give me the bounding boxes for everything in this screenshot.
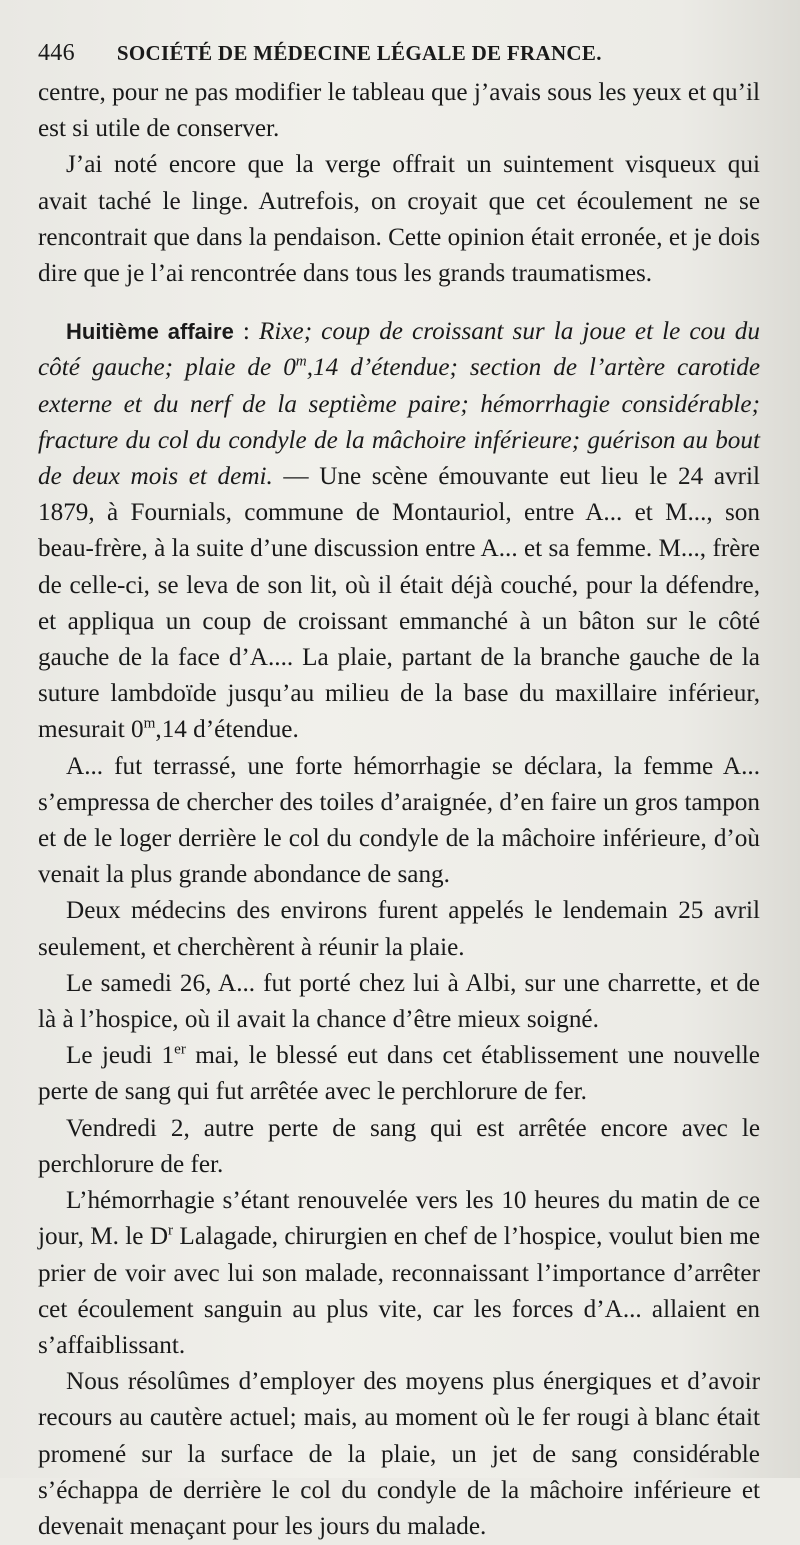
doctor-abbrev: r <box>168 1222 174 1239</box>
page-header <box>38 40 760 67</box>
paragraph-hemorrhage: A... fut terrassé, une forte hémorrhagie se déclara, la femme A... s’empressa de chercher des toiles d’araignée, d’en faire un gros tampon et de le loger derrière le col du condyle de la mâchoire inférieure, d’où venait la plus grande abondance de sang. <box>38 752 760 889</box>
case-summary-part-b: ,14 d’étendue; section de l’artère carotide externe et du nerf de la septième paire; hémorrhagie considérable; fracture du col du condyle de la mâchoire inférieure; guérison au bout de deux mois et demi. <box>38 354 760 491</box>
paragraph-cautery: Nous résolûmes d’employer des moyens plus énergiques et d’avoir recours au cautère actuel; mais, au moment où le fer rougi à blanc était promené sur la surface de la plaie, un jet de sang considérable s’échappa de derrière le col du condyle de la mâchoire inférieure et devenait menaçant pour les jours du malade. <box>38 1368 760 1540</box>
case-text-unit: m <box>143 716 156 733</box>
paragraph-saturday: Le samedi 26, A... fut porté chez lui à Albi, sur une charrette, et de là à l’hospice, où il avait la chance d’être mieux soigné. <box>38 969 760 1034</box>
case-text-part-b: ,14 d’étendue. <box>155 716 299 744</box>
thursday-ordinal: er <box>174 1041 186 1058</box>
case-summary-unit: m <box>295 354 307 371</box>
paragraph-verge: J’ai noté encore que la verge offrait un suintement visqueux qui avait taché le linge. Autrefois, on croyait que cet écoulement ne se rencontrait que dans la pendaison. Cette opinion était erronée, et je dois dire que je l’ai rencontrée dans tous les grands traumatismes. <box>38 151 760 288</box>
case-title: Huitième affaire <box>66 319 234 345</box>
case-text-part-a: — Une scène émouvante eut lieu le 24 avril 1879, à Fournials, commune de Montauriol, entre A... et M..., son beau-frère, à la suite d’une discussion entre A... et sa femme. M..., frère de celle-ci, se leva de son lit, où il était déjà couché, pour la défendre, et appliqua un coup de croissant emmanché à un bâton sur le côté gauche de la face d’A.... La plaie, partant de la branche gauche de la suture lambdoïde jusqu’au milieu de la base du maxillaire inférieur, mesurait 0 <box>38 463 760 744</box>
page-number: 446 <box>38 40 75 66</box>
thursday-part-a: Le jeudi 1 <box>66 1042 175 1070</box>
paragraph-continuation: centre, pour ne pas modifier le tableau que j’avais sous les yeux et qu’il est si utile de conserver. <box>38 79 760 143</box>
paragraph-renewed <box>38 1183 760 1364</box>
renewed-part-a: L’hémorrhagie s’étant renouvelée vers les 10 heures du matin de ce jour, M. le D <box>38 1187 760 1251</box>
thursday-part-b: mai, le blessé eut dans cet établissement une nouvelle perte de sang qui fut arrêtée avec le perchlorure de fer. <box>38 1042 760 1106</box>
case-colon: : <box>233 318 259 346</box>
paragraph-case-eight <box>38 314 760 748</box>
paragraph-doctors: Deux médecins des environs furent appelés le lendemain 25 avril seulement, et cherchèrent à réunir la plaie. <box>38 897 760 961</box>
paragraph-thursday <box>38 1038 760 1110</box>
case-summary-part-a: Rixe; coup de croissant sur la joue et le cou du côté gauche; plaie de 0 <box>38 318 760 382</box>
renewed-part-b: Lalagade, chirurgien en chef de l’hospice, voulut bien me prier de voir avec lui son malade, reconnaissant l’importance d’arrêter cet écoulement sanguin au plus vite, car les forces d’A... allaient en s’affaiblissant. <box>38 1223 760 1359</box>
running-head: SOCIÉTÉ DE MÉDECINE LÉGALE DE FRANCE. <box>116 41 602 65</box>
paragraph-friday: Vendredi 2, autre perte de sang qui est arrêtée encore avec le perchlorure de fer. <box>38 1114 760 1178</box>
